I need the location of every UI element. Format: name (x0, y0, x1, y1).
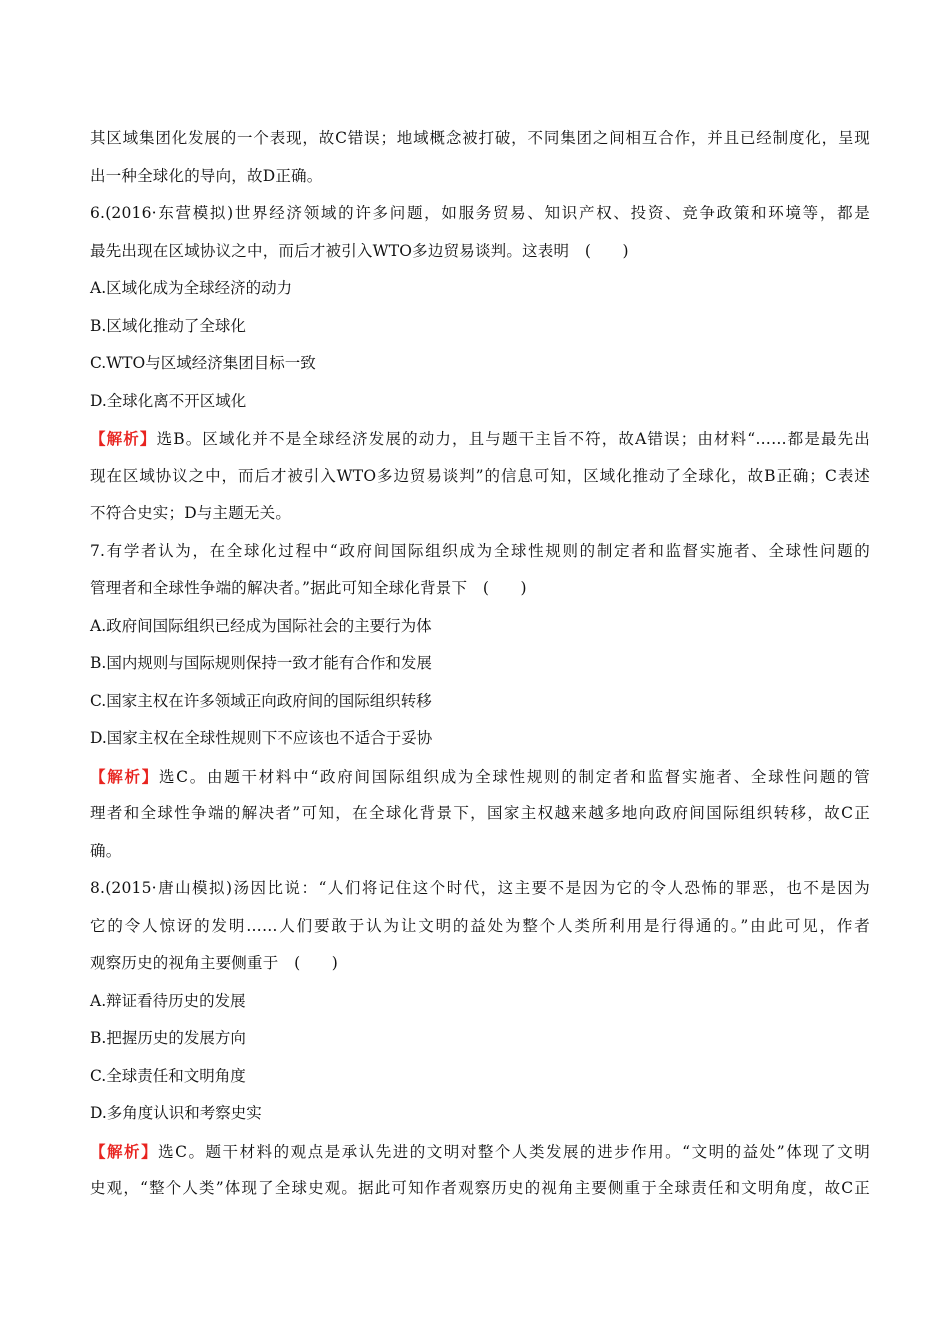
q8-analysis-text-1: 选C。题干材料的观点是承认先进的文明对整个人类发展的进步作用。“文明的益处”体现了文明 (158, 1142, 870, 1161)
q6-option-b: B.区域化推动了全球化 (90, 316, 246, 335)
q8-stem-line-1: 8.(2015·唐山模拟)汤因比说：“人们将记住这个时代，这主要不是因为它的令人恐怖的罪恶，也不是因为 (90, 879, 870, 897)
analysis-tag: 【解析】 (90, 766, 159, 786)
q6-stem-line-1: 6.(2016·东营模拟)世界经济领域的许多问题，如服务贸易、知识产权、投资、竞争政策和环境等，都是 (90, 204, 870, 222)
q7-analysis-text-1: 选C。由题干材料中“政府间国际组织成为全球性规则的制定者和监督实施者、全球性问题的管 (158, 767, 870, 786)
q8-option-a: A.辩证看待历史的发展 (90, 991, 246, 1010)
q7-analysis-line-1 (90, 758, 870, 796)
q6-option-a: A.区域化成为全球经济的动力 (90, 279, 293, 297)
q6-analysis-line-1 (90, 420, 870, 458)
q6-option-c: C.WTO与区域经济集团目标一致 (90, 354, 316, 372)
intro-line-2: 出一种全球化的导向，故D正确。 (90, 166, 323, 185)
q7-option-d: D.国家主权在全球性规则下不应该也不适合于妥协 (90, 729, 433, 747)
analysis-tag: 【解析】 (90, 1141, 159, 1161)
q8-stem-line-3: 观察历史的视角主要侧重于 ( ) (90, 954, 338, 972)
q6-stem-line-2: 最先出现在区域协议之中，而后才被引入WTO多边贸易谈判。这表明 ( ) (90, 241, 629, 260)
q8-stem-line-2: 它的令人惊讶的发明……人们要敢于认为让文明的益处为整个人类所利用是行得通的。”由此可见，作者 (90, 916, 870, 935)
q8-option-b: B.把握历史的发展方向 (90, 1029, 246, 1047)
q6-analysis-line-3: 不符合史实；D与主题无关。 (90, 504, 292, 522)
q7-option-c: C.国家主权在许多领域正向政府间的国际组织转移 (90, 691, 432, 710)
intro-line-1: 其区域集团化发展的一个表现，故C错误；地域概念被打破，不同集团之间相互合作，并且已经制度化，呈现 (90, 129, 870, 147)
q7-option-a: A.政府间国际组织已经成为国际社会的主要行为体 (90, 616, 432, 635)
q7-stem-line-2: 管理者和全球性争端的解决者。”据此可知全球化背景下 ( ) (90, 579, 527, 597)
q6-analysis-line-2: 现在区域协议之中，而后才被引入WTO多边贸易谈判”的信息可知，区域化推动了全球化，故B正确；C表述 (90, 466, 870, 485)
q7-stem-line-1: 7.有学者认为，在全球化过程中“政府间国际组织成为全球性规则的制定者和监督实施者、全球性问题的 (90, 541, 870, 560)
q8-analysis-line-2: 史观，“整个人类”体现了全球史观。据此可知作者观察历史的视角主要侧重于全球责任和文明角度，故C正 (90, 1179, 870, 1197)
q6-analysis-text-1: 选B。区域化并不是全球经济发展的动力，且与题干主旨不符，故A错误；由材料“……都是最先出 (156, 430, 870, 448)
q8-option-c: C.全球责任和文明角度 (90, 1066, 246, 1085)
q7-option-b: B.国内规则与国际规则保持一致才能有合作和发展 (90, 654, 432, 672)
q8-option-d: D.多角度认识和考察史实 (90, 1104, 262, 1122)
analysis-tag: 【解析】 (90, 429, 157, 448)
q8-analysis-line-1 (90, 1133, 870, 1171)
q7-analysis-line-2: 理者和全球性争端的解决者”可知，在全球化背景下，国家主权越来越多地向政府间国际组织转移，故C正 (90, 804, 870, 822)
q6-option-d: D.全球化离不开区域化 (90, 391, 247, 410)
q7-analysis-line-3: 确。 (90, 841, 122, 860)
content-area (90, 120, 870, 1208)
